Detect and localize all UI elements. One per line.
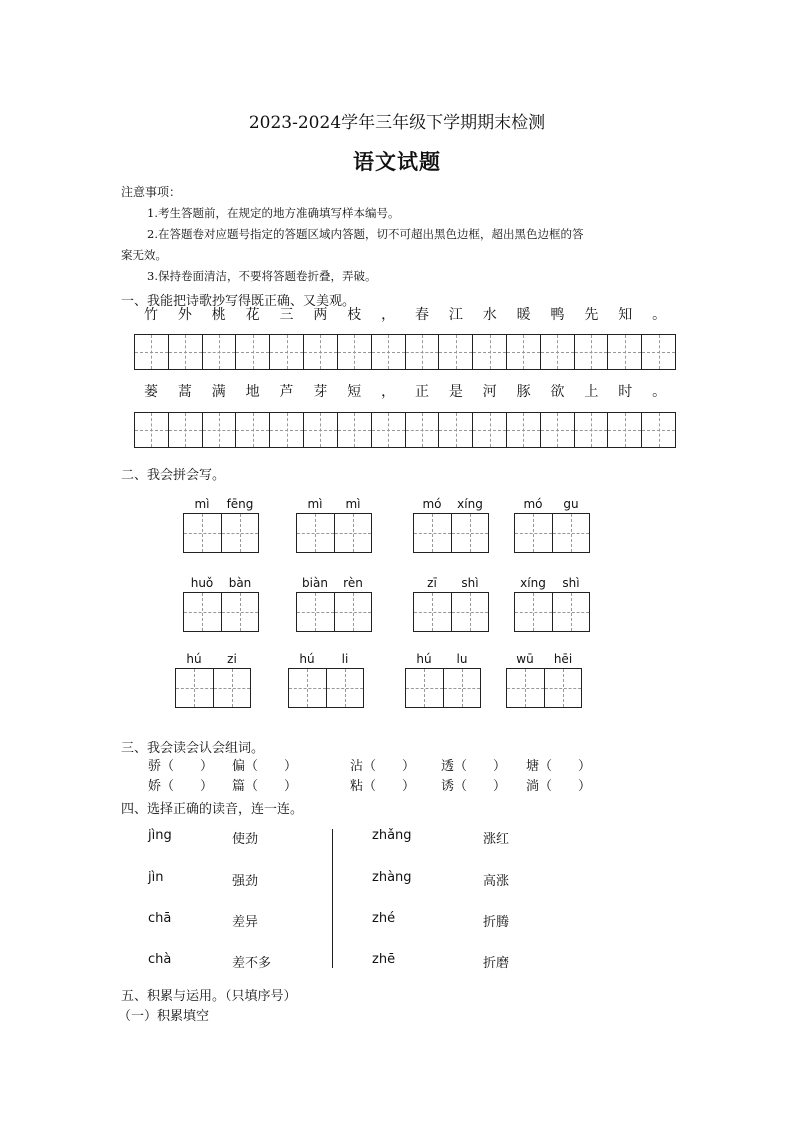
word-blank[interactable]: 偏（ ） <box>232 759 298 774</box>
poem-char: 桃 <box>211 307 226 323</box>
notes-heading: 注意事项： <box>121 185 182 199</box>
word-option[interactable]: 折腾 <box>483 915 510 930</box>
pinyin-label: fēng <box>226 497 254 511</box>
poem-char: 江 <box>448 307 463 323</box>
word-option[interactable]: 涨红 <box>483 832 510 847</box>
poem-char: 外 <box>177 307 192 323</box>
poem-char: 两 <box>313 307 328 323</box>
writing-cell[interactable] <box>304 413 338 447</box>
writing-cell[interactable] <box>335 514 372 552</box>
pinyin-label: mì <box>307 497 323 511</box>
poem-char: 竹 <box>143 307 158 323</box>
writing-cell[interactable] <box>270 413 304 447</box>
writing-cell[interactable] <box>169 413 203 447</box>
note-2: 2.在答题卷对应题号指定的答题区域内答题，切不可超出黑色边框，超出黑色边框的答 <box>147 227 584 241</box>
poem-char: 短 <box>347 384 362 400</box>
writing-cell[interactable] <box>270 335 304 369</box>
section2-heading: 二、我会拼会写。 <box>121 468 226 483</box>
word-option[interactable]: 使劲 <box>232 832 259 847</box>
word-blank[interactable]: 诱（ ） <box>441 779 507 794</box>
word-blank[interactable]: 骄（ ） <box>148 759 214 774</box>
note-2-cont: 案无效。 <box>121 248 167 262</box>
poem-char: 芦 <box>279 384 294 400</box>
writing-cell[interactable] <box>297 593 335 631</box>
writing-cell[interactable] <box>236 335 270 369</box>
writing-cell[interactable] <box>473 413 507 447</box>
writing-cell[interactable] <box>452 514 489 552</box>
writing-cell[interactable] <box>338 413 372 447</box>
poem-char: 是 <box>448 384 463 400</box>
tianzige-box[interactable] <box>183 592 259 632</box>
writing-cell[interactable] <box>169 335 203 369</box>
pronunciation-option[interactable]: zhǎng <box>372 828 412 843</box>
writing-cell[interactable] <box>203 413 237 447</box>
pinyin-label: zī <box>427 576 437 590</box>
writing-cell[interactable] <box>444 669 481 707</box>
word-blank[interactable]: 篇（ ） <box>232 779 298 794</box>
writing-grid-2[interactable] <box>134 412 676 448</box>
pinyin-label: li <box>341 652 349 666</box>
note-1: 1.考生答题前，在规定的地方准确填写样本编号。 <box>147 206 400 220</box>
poem-char: 上 <box>584 384 599 400</box>
poem-line-2 <box>134 381 676 401</box>
writing-cell[interactable] <box>304 335 338 369</box>
writing-cell[interactable] <box>541 413 575 447</box>
writing-cell[interactable] <box>297 514 335 552</box>
pronunciation-option[interactable]: zhàng <box>372 870 412 885</box>
writing-cell[interactable] <box>214 669 251 707</box>
pinyin-label: hú <box>186 652 202 666</box>
pronunciation-option[interactable]: chā <box>148 911 172 926</box>
writing-cell[interactable] <box>439 335 473 369</box>
tianzige-box[interactable] <box>175 668 251 708</box>
writing-cell[interactable] <box>184 514 222 552</box>
word-blank[interactable]: 透（ ） <box>441 759 507 774</box>
poem-char: 地 <box>245 384 260 400</box>
poem-char: 。 <box>652 384 667 400</box>
writing-cell[interactable] <box>608 335 642 369</box>
writing-cell[interactable] <box>184 593 222 631</box>
tianzige-box[interactable] <box>405 668 481 708</box>
writing-cell[interactable] <box>406 669 444 707</box>
tianzige-box[interactable] <box>413 592 489 632</box>
poem-char: ， <box>381 307 396 323</box>
poem-char: 时 <box>618 384 633 400</box>
pinyin-label: shì <box>461 576 479 590</box>
word-option[interactable]: 差异 <box>232 915 259 930</box>
writing-cell[interactable] <box>575 413 609 447</box>
writing-cell[interactable] <box>289 669 327 707</box>
tianzige-box[interactable] <box>413 513 489 553</box>
pinyin-label: shì <box>562 576 580 590</box>
writing-cell[interactable] <box>642 335 675 369</box>
writing-cell[interactable] <box>203 335 237 369</box>
writing-cell[interactable] <box>327 669 364 707</box>
tianzige-box[interactable] <box>296 592 372 632</box>
pinyin-label: xíng <box>520 576 546 590</box>
pronunciation-option[interactable]: jìng <box>148 828 172 843</box>
writing-cell[interactable] <box>406 335 440 369</box>
poem-char: 水 <box>482 307 497 323</box>
poem-char: 暖 <box>516 307 531 323</box>
word-option[interactable]: 高涨 <box>483 874 510 889</box>
writing-cell[interactable] <box>414 593 452 631</box>
word-blank[interactable]: 粘（ ） <box>350 779 416 794</box>
section1-heading: 一、我能把诗歌抄写得既正确、又美观。 <box>121 294 356 309</box>
poem-char: 春 <box>414 307 429 323</box>
tianzige-box[interactable] <box>506 668 582 708</box>
pinyin-label: rèn <box>343 576 363 590</box>
pinyin-label: biàn <box>302 576 328 590</box>
writing-cell[interactable] <box>236 413 270 447</box>
writing-cell[interactable] <box>507 669 545 707</box>
writing-cell[interactable] <box>473 335 507 369</box>
writing-cell[interactable] <box>335 593 372 631</box>
writing-cell[interactable] <box>406 413 440 447</box>
word-blank[interactable]: 娇（ ） <box>148 779 214 794</box>
word-blank[interactable]: 沾（ ） <box>350 759 416 774</box>
pinyin-label: hú <box>416 652 432 666</box>
section5-sub-heading: （一）积累填空 <box>118 1009 210 1024</box>
poem-char: 豚 <box>516 384 531 400</box>
poem-char: 蒿 <box>177 384 192 400</box>
writing-cell[interactable] <box>372 413 406 447</box>
section3-heading: 三、我会读会认会组词。 <box>121 741 265 756</box>
pinyin-label: bàn <box>228 576 252 590</box>
pinyin-label: huǒ <box>190 576 214 590</box>
tianzige-box[interactable] <box>514 592 590 632</box>
poem-char: 知 <box>618 307 633 323</box>
exam-title: 2023-2024学年三年级下学期期末检测 <box>248 113 546 133</box>
pronunciation-option[interactable]: zhé <box>372 911 396 926</box>
pinyin-label: zi <box>227 652 237 666</box>
poem-char: 芽 <box>313 384 328 400</box>
writing-cell[interactable] <box>452 593 489 631</box>
poem-char: 花 <box>245 307 260 323</box>
poem-char: 。 <box>652 307 667 323</box>
writing-cell[interactable] <box>541 335 575 369</box>
writing-cell[interactable] <box>545 669 582 707</box>
tianzige-box[interactable] <box>296 513 372 553</box>
writing-cell[interactable] <box>553 593 590 631</box>
word-blank[interactable]: 淌（ ） <box>526 779 592 794</box>
pinyin-label: hēi <box>553 652 573 666</box>
writing-cell[interactable] <box>338 335 372 369</box>
pinyin-label: wū <box>516 652 534 666</box>
section5-heading: 五、积累与运用。（只填序号） <box>121 989 297 1004</box>
pronunciation-option[interactable]: jìn <box>148 870 164 885</box>
word-blank[interactable]: 塘（ ） <box>526 759 592 774</box>
word-option[interactable]: 强劲 <box>232 874 259 889</box>
writing-cell[interactable] <box>439 413 473 447</box>
word-option[interactable]: 折磨 <box>483 956 510 971</box>
poem-char: 满 <box>211 384 226 400</box>
pinyin-label: xíng <box>457 497 483 511</box>
poem-char: ， <box>381 384 396 400</box>
poem-char: 正 <box>414 384 429 400</box>
poem-char: 蒌 <box>143 384 158 400</box>
writing-cell[interactable] <box>372 335 406 369</box>
writing-cell[interactable] <box>553 514 590 552</box>
pronunciation-option[interactable]: zhē <box>372 952 396 967</box>
poem-char: 欲 <box>550 384 565 400</box>
tianzige-box[interactable] <box>288 668 364 708</box>
word-option[interactable]: 差不多 <box>232 956 272 971</box>
section4-heading: 四、选择正确的读音，连一连。 <box>121 802 304 817</box>
matching-divider <box>332 829 333 968</box>
pinyin-label: mó <box>523 497 543 511</box>
writing-cell[interactable] <box>507 413 541 447</box>
writing-grid-1[interactable] <box>134 334 676 370</box>
writing-cell[interactable] <box>135 335 169 369</box>
writing-cell[interactable] <box>575 335 609 369</box>
note-3: 3.保持卷面清洁，不要将答题卷折叠，弄破。 <box>147 269 377 283</box>
pinyin-label: hú <box>299 652 315 666</box>
writing-cell[interactable] <box>176 669 214 707</box>
pinyin-label: lu <box>456 652 468 666</box>
writing-cell[interactable] <box>222 593 259 631</box>
tianzige-box[interactable] <box>183 513 259 553</box>
writing-cell[interactable] <box>515 593 553 631</box>
pinyin-label: mì <box>345 497 361 511</box>
poem-char: 先 <box>584 307 599 323</box>
subject-title: 语文试题 <box>353 150 441 174</box>
writing-cell[interactable] <box>222 514 259 552</box>
tianzige-box[interactable] <box>514 513 590 553</box>
writing-cell[interactable] <box>608 413 642 447</box>
writing-cell[interactable] <box>414 514 452 552</box>
writing-cell[interactable] <box>135 413 169 447</box>
poem-char: 鸭 <box>550 307 565 323</box>
writing-cell[interactable] <box>507 335 541 369</box>
poem-line-1 <box>134 304 676 324</box>
writing-cell[interactable] <box>515 514 553 552</box>
writing-cell[interactable] <box>642 413 675 447</box>
pinyin-label: mì <box>194 497 210 511</box>
poem-char: 河 <box>482 384 497 400</box>
poem-char: 三 <box>279 307 294 323</box>
pronunciation-option[interactable]: chà <box>148 952 172 967</box>
pinyin-label: gu <box>563 497 579 511</box>
pinyin-label: mó <box>422 497 442 511</box>
poem-char: 枝 <box>347 307 362 323</box>
